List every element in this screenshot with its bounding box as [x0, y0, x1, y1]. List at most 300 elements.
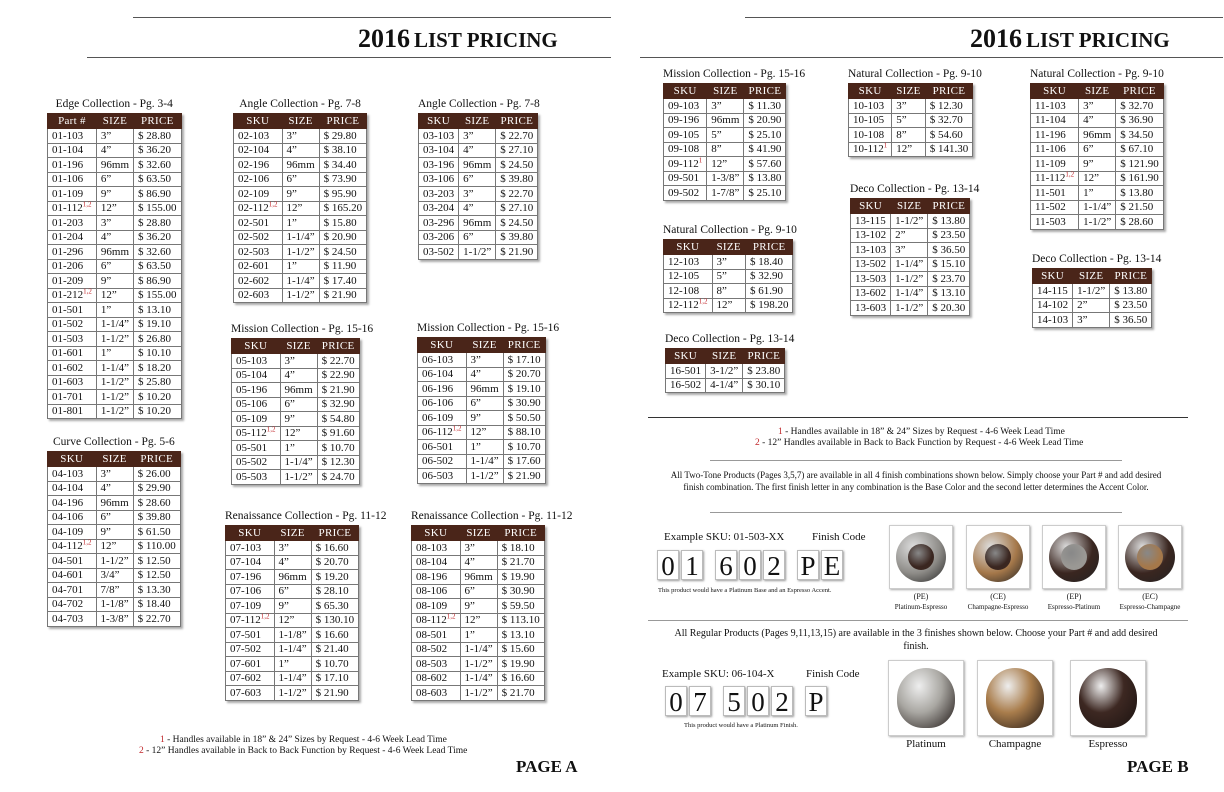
column-header: SIZE: [96, 452, 133, 467]
table-row: [412, 555, 545, 570]
table-row: [412, 570, 545, 585]
sku-cell: 14-115: [1033, 284, 1073, 299]
knob-swatch-image: [889, 525, 953, 589]
table-row: [48, 230, 182, 245]
table-row: [412, 541, 545, 556]
size-cell: 1-1/8”: [96, 597, 133, 612]
table-row: [1031, 171, 1164, 186]
column-header: SIZE: [274, 526, 311, 541]
price-cell: $ 19.90: [497, 570, 544, 585]
table-row: [1031, 215, 1164, 230]
price-cell: $ 16.60: [497, 671, 544, 686]
table-row: [48, 317, 182, 332]
price-cell: $ 39.80: [496, 172, 538, 187]
price-cell: $ 155.00: [134, 288, 182, 303]
footnote-marker: 1,2: [1065, 170, 1075, 179]
table-row: [418, 367, 546, 382]
table-row: [234, 245, 367, 260]
size-cell: 4”: [460, 555, 497, 570]
table-row: [48, 481, 181, 496]
knob-swatch-image: [966, 525, 1030, 589]
size-cell: 4”: [459, 201, 496, 216]
price-cell: $ 54.80: [317, 412, 359, 427]
column-header: PRICE: [317, 339, 359, 354]
table-row: [48, 259, 182, 274]
angle-collection-03: [418, 97, 540, 260]
price-table: [665, 348, 785, 393]
table-row: [1033, 284, 1152, 299]
table-row: [419, 187, 538, 202]
example-sku-2-digits: [665, 686, 827, 716]
sku-cell: 01-206: [48, 259, 97, 274]
sku-cell: 11-503: [1031, 215, 1079, 230]
swatch-code: (EP): [1066, 592, 1082, 601]
collection-title: Deco Collection - Pg. 13-14: [665, 333, 795, 345]
footnote-2: 2 - 12” Handles available in Back to Back Function by Request - 4-6 Week Lead Time: [139, 746, 468, 756]
sku-digit: 2: [771, 686, 793, 716]
sku-cell: 01-106: [48, 172, 97, 187]
sku-cell: 04-109: [48, 525, 97, 540]
top-rule: [745, 17, 1223, 18]
price-cell: $ 30.90: [503, 396, 545, 411]
table-row: [849, 113, 973, 128]
price-cell: $ 67.10: [1116, 142, 1164, 157]
sku-cell: 05-103: [232, 354, 281, 369]
finish-name: Platinum: [906, 738, 946, 750]
size-cell: 1-7/8”: [707, 186, 744, 201]
title-year: 2016: [358, 24, 410, 53]
size-cell: 3”: [707, 99, 744, 114]
price-cell: $ 20.90: [744, 113, 786, 128]
price-cell: $ 16.60: [311, 628, 359, 643]
price-table: [848, 83, 973, 157]
price-cell: $ 27.10: [496, 143, 538, 158]
size-cell: 1-1/4”: [96, 361, 133, 376]
table-header-row: [664, 84, 786, 99]
sku-cell: $09-112^1$: [664, 157, 707, 172]
price-cell: $ 28.10: [311, 584, 359, 599]
table-header-row: [48, 452, 181, 467]
sku-cell: 02-601: [234, 259, 283, 274]
price-cell: $ 12.50: [133, 554, 180, 569]
knob-swatch-image: [1042, 525, 1106, 589]
sku-cell: 02-196: [234, 158, 283, 173]
size-cell: 6”: [459, 172, 496, 187]
price-cell: $ 15.80: [319, 216, 367, 231]
table-row: [48, 201, 182, 216]
size-cell: 4”: [96, 143, 133, 158]
deco-collection-13: [850, 182, 979, 316]
sku-cell: 02-502: [234, 230, 283, 245]
sku-cell: 13-103: [851, 243, 891, 258]
collection-title: Angle Collection - Pg. 7-8: [418, 98, 540, 110]
sku-cell: 08-602: [412, 671, 461, 686]
sku-cell: 08-109: [412, 599, 461, 614]
table-row: [48, 187, 182, 202]
table-row: [234, 158, 367, 173]
table-row: [232, 455, 360, 470]
table-row: [48, 245, 182, 260]
sku-cell: 01-701: [48, 390, 97, 405]
column-header: SIZE: [96, 114, 133, 129]
column-header: SKU: [234, 114, 283, 129]
size-cell: 1-1/2”: [891, 214, 928, 229]
size-cell: 1-1/2”: [282, 288, 319, 303]
price-table: [47, 113, 182, 419]
divider: [648, 620, 1188, 621]
footnote-marker: 1,2: [452, 424, 462, 433]
column-header: PRICE: [497, 526, 544, 541]
finish-swatch-image: [888, 660, 964, 736]
table-row: [1033, 313, 1152, 328]
sku-cell: 12-108: [664, 284, 713, 299]
table-row: [412, 671, 545, 686]
price-cell: $ 28.60: [133, 496, 180, 511]
column-header: SIZE: [282, 114, 319, 129]
column-header: SKU: [232, 339, 281, 354]
price-cell: $ 88.10: [503, 425, 545, 440]
size-cell: 1-1/4”: [280, 455, 317, 470]
swatch-name: Espresso-Champagne: [1119, 603, 1181, 611]
table-row: [232, 354, 360, 369]
column-header: PRICE: [319, 114, 367, 129]
table-row: [664, 186, 786, 201]
sku-cell: 08-196: [412, 570, 461, 585]
price-cell: $ 34.40: [319, 158, 367, 173]
collection-title: Deco Collection - Pg. 13-14: [1032, 253, 1162, 265]
table-header-row: [412, 526, 545, 541]
sku-cell: 02-109: [234, 187, 283, 202]
size-cell: 1-3/8”: [707, 171, 744, 186]
column-header: PRICE: [1110, 269, 1152, 284]
sku-digit: 0: [665, 686, 687, 716]
footnote-marker: 1: [698, 155, 703, 164]
size-cell: 96mm: [460, 570, 497, 585]
swatch-name: Champagne-Espresso: [967, 603, 1029, 611]
table-row: [664, 269, 793, 284]
size-cell: 96mm: [280, 383, 317, 398]
price-cell: $ 63.50: [134, 172, 182, 187]
example-sku-1-digits: [657, 550, 843, 580]
table-row: [234, 230, 367, 245]
swatch-name: Espresso-Platinum: [1047, 603, 1101, 611]
price-cell: $ 13.30: [133, 583, 180, 598]
collection-title: Natural Collection - Pg. 9-10: [1030, 68, 1164, 80]
swatch-code: (EC): [1142, 592, 1158, 601]
table-row: [48, 539, 181, 554]
table-row: [849, 142, 973, 157]
table-row: [419, 230, 538, 245]
table-row: [664, 113, 786, 128]
price-cell: $ 21.90: [503, 469, 545, 484]
price-cell: $ 25.80: [134, 375, 182, 390]
size-cell: 6”: [274, 584, 311, 599]
price-cell: $ 13.10: [134, 303, 182, 318]
sku-cell: 11-103: [1031, 99, 1079, 114]
column-header: SKU: [1031, 84, 1079, 99]
price-cell: $ 36.90: [1116, 113, 1164, 128]
size-cell: 1-1/2”: [280, 470, 317, 485]
price-cell: $ 20.90: [319, 230, 367, 245]
size-cell: 6”: [280, 397, 317, 412]
table-row: [226, 628, 359, 643]
size-cell: 6”: [96, 259, 133, 274]
sku-cell: 04-103: [48, 467, 97, 482]
price-cell: $ 21.70: [497, 555, 544, 570]
price-cell: $ 21.50: [1116, 200, 1164, 215]
size-cell: 96mm: [282, 158, 319, 173]
sku-cell: 08-502: [412, 642, 461, 657]
size-cell: 96mm: [1079, 128, 1116, 143]
column-header: SKU: [664, 240, 713, 255]
sku-cell: 01-103: [48, 129, 97, 144]
table-row: [418, 411, 546, 426]
price-cell: $ 10.20: [134, 390, 182, 405]
table-row: [418, 382, 546, 397]
size-cell: 1-1/2”: [1073, 284, 1110, 299]
price-cell: $ 13.80: [1116, 186, 1164, 201]
table-row: [666, 378, 785, 393]
sku-cell: 01-104: [48, 143, 97, 158]
size-cell: 1-1/2”: [891, 301, 928, 316]
table-row: [851, 257, 970, 272]
size-cell: 12”: [96, 288, 133, 303]
column-header: PRICE: [133, 452, 180, 467]
sku-cell: 07-104: [226, 555, 275, 570]
price-cell: $ 86.90: [134, 187, 182, 202]
table-row: [48, 143, 182, 158]
price-table: [418, 113, 538, 260]
size-cell: 96mm: [96, 496, 133, 511]
table-row: [412, 584, 545, 599]
sku-cell: 06-502: [418, 454, 467, 469]
column-header: SKU: [419, 114, 459, 129]
price-cell: $ 34.50: [1116, 128, 1164, 143]
table-row: [664, 142, 786, 157]
finish-code-label-2: Finish Code: [806, 668, 860, 680]
size-cell: 5”: [712, 269, 745, 284]
table-row: [418, 353, 546, 368]
size-cell: 1-1/4”: [466, 454, 503, 469]
price-cell: $ 28.80: [134, 216, 182, 231]
table-header-row: [851, 199, 970, 214]
sku-cell: 01-196: [48, 158, 97, 173]
price-cell: $ 17.60: [503, 454, 545, 469]
size-cell: 96mm: [466, 382, 503, 397]
sku-cell: 03-204: [419, 201, 459, 216]
column-header: SKU: [1033, 269, 1073, 284]
footnote-marker: 1,2: [82, 538, 92, 547]
sku-cell: 12-103: [664, 255, 713, 270]
price-cell: $ 22.70: [496, 187, 538, 202]
price-cell: $ 18.40: [745, 255, 793, 270]
collection-title: Deco Collection - Pg. 13-14: [850, 183, 980, 195]
natural-collection-10: [848, 67, 982, 157]
table-row: [232, 368, 360, 383]
table-row: [48, 216, 182, 231]
sku-cell: 08-501: [412, 628, 461, 643]
table-row: [664, 171, 786, 186]
deco-collection-16: [665, 332, 794, 393]
price-table: [231, 338, 360, 485]
size-cell: 4”: [274, 555, 311, 570]
column-header: PRICE: [496, 114, 538, 129]
price-cell: $ 13.10: [928, 286, 970, 301]
sku-digit: 1: [681, 550, 703, 580]
digit-separator: [713, 686, 721, 716]
sku-cell: 01-204: [48, 230, 97, 245]
sku-digit: 5: [723, 686, 745, 716]
size-cell: 3”: [96, 129, 133, 144]
price-cell: $ 17.10: [311, 671, 359, 686]
price-table: [417, 337, 546, 484]
sku-cell: 01-601: [48, 346, 97, 361]
price-cell: $ 155.00: [134, 201, 182, 216]
finish-swatch-image: [977, 660, 1053, 736]
size-cell: 1-1/4”: [274, 642, 311, 657]
price-cell: $ 54.60: [925, 128, 973, 143]
table-header-row: [1033, 269, 1152, 284]
size-cell: 3”: [891, 243, 928, 258]
table-row: [412, 657, 545, 672]
table-row: [232, 412, 360, 427]
table-row: [419, 172, 538, 187]
example-2-caption: This product would have a Platinum Finish.: [684, 722, 798, 729]
size-cell: 1-1/2”: [96, 404, 133, 419]
sku-cell: 13-603: [851, 301, 891, 316]
table-header-row: [419, 114, 538, 129]
column-header: PRICE: [311, 526, 359, 541]
price-cell: $ 25.10: [744, 128, 786, 143]
size-cell: 1-3/8”: [96, 612, 133, 627]
sku-cell: 12-105: [664, 269, 713, 284]
sku-cell: 03-196: [419, 158, 459, 173]
column-header: PRICE: [744, 84, 786, 99]
price-cell: $ 10.70: [503, 440, 545, 455]
size-cell: 9”: [466, 411, 503, 426]
column-header: SKU: [849, 84, 892, 99]
sku-cell: 13-503: [851, 272, 891, 287]
column-header: PRICE: [925, 84, 973, 99]
table-row: [48, 467, 181, 482]
column-header: SIZE: [466, 338, 503, 353]
price-table: [233, 113, 367, 303]
table-row: [226, 657, 359, 672]
sku-cell: 05-109: [232, 412, 281, 427]
size-cell: 1”: [1079, 186, 1116, 201]
price-cell: $ 24.50: [319, 245, 367, 260]
sku-cell: 01-503: [48, 332, 97, 347]
price-cell: $ 25.10: [744, 186, 786, 201]
column-header: SKU: [226, 526, 275, 541]
table-row: [851, 228, 970, 243]
size-cell: 96mm: [707, 113, 744, 128]
table-row: [412, 686, 545, 701]
price-cell: $ 165.20: [319, 201, 367, 216]
table-row: [226, 671, 359, 686]
sku-cell: 13-502: [851, 257, 891, 272]
sku-cell: 03-296: [419, 216, 459, 231]
price-cell: $ 24.70: [317, 470, 359, 485]
sku-cell: 10-105: [849, 113, 892, 128]
table-row: [1031, 113, 1164, 128]
size-cell: 3”: [460, 541, 497, 556]
price-cell: $ 110.00: [133, 539, 180, 554]
collection-title: Edge Collection - Pg. 3-4: [55, 98, 173, 110]
table-row: [234, 172, 367, 187]
price-cell: $ 20.70: [311, 555, 359, 570]
size-cell: 12”: [892, 142, 925, 157]
size-cell: 3”: [274, 541, 311, 556]
collection-title: Renaissance Collection - Pg. 11-12: [411, 510, 573, 522]
size-cell: 1”: [282, 216, 319, 231]
table-row: [851, 272, 970, 287]
column-header: SKU: [664, 84, 707, 99]
price-cell: $ 63.50: [134, 259, 182, 274]
price-cell: $ 12.30: [925, 99, 973, 114]
size-cell: 1-1/4”: [96, 317, 133, 332]
price-cell: $ 59.50: [497, 599, 544, 614]
table-row: [226, 613, 359, 628]
sku-cell: 03-203: [419, 187, 459, 202]
collection-title: Curve Collection - Pg. 5-6: [53, 436, 175, 448]
table-header-row: [418, 338, 546, 353]
table-row: [48, 597, 181, 612]
price-cell: $ 30.10: [743, 378, 785, 393]
table-row: [48, 496, 181, 511]
table-row: [1031, 142, 1164, 157]
size-cell: 8”: [707, 142, 744, 157]
table-row: [234, 288, 367, 303]
sku-cell: 07-601: [226, 657, 275, 672]
sku-cell: 13-602: [851, 286, 891, 301]
table-header-row: [232, 339, 360, 354]
sku-cell: 07-602: [226, 671, 275, 686]
table-row: [226, 599, 359, 614]
title-text: LIST PRICING: [1026, 28, 1170, 52]
sku-cell: 01-109: [48, 187, 97, 202]
page-b-label: PAGE B: [1127, 757, 1189, 776]
column-header: SIZE: [707, 84, 744, 99]
price-cell: $ 19.90: [497, 657, 544, 672]
price-cell: $ 13.80: [744, 171, 786, 186]
price-cell: $ 121.90: [1116, 157, 1164, 172]
table-row: [851, 214, 970, 229]
table-row: [851, 243, 970, 258]
sku-cell: 04-702: [48, 597, 97, 612]
price-cell: $ 13.80: [928, 214, 970, 229]
table-header-row: [226, 526, 359, 541]
size-cell: 9”: [460, 599, 497, 614]
column-header: PRICE: [743, 349, 785, 364]
sku-cell: 05-196: [232, 383, 281, 398]
size-cell: 12”: [707, 157, 744, 172]
size-cell: 3/4”: [96, 568, 133, 583]
price-cell: $ 23.80: [743, 364, 785, 379]
title-year: 2016: [970, 24, 1022, 53]
price-cell: $ 10.20: [134, 404, 182, 419]
sku-cell: 03-104: [419, 143, 459, 158]
footnote-1: 1 - Handles available in 18” & 24” Sizes by Request - 4-6 Week Lead Time: [160, 735, 447, 745]
section-rule: [648, 417, 1188, 418]
table-row: [226, 555, 359, 570]
sku-cell: 07-106: [226, 584, 275, 599]
size-cell: 4”: [459, 143, 496, 158]
price-cell: $ 36.50: [1110, 313, 1152, 328]
sku-cell: 06-503: [418, 469, 467, 484]
size-cell: 2”: [1073, 298, 1110, 313]
mission-collection-05: [231, 322, 373, 485]
